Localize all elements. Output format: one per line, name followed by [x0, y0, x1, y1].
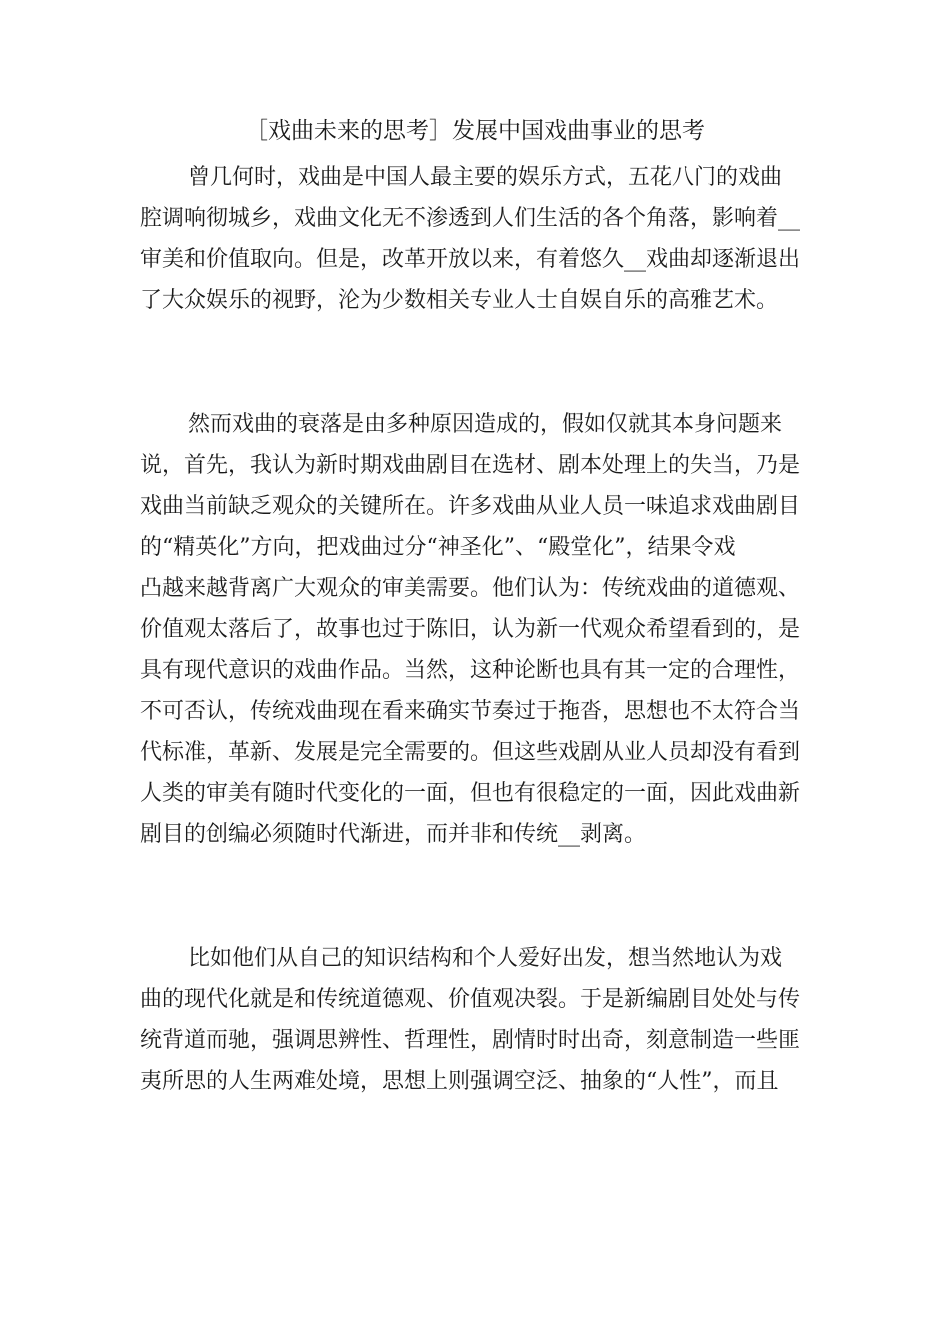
- paragraph-line: 说，首先，我认为新时期戏曲剧目在选材、剧本处理上的失当，乃是: [140, 453, 801, 478]
- paragraph-2: [140, 404, 810, 855]
- paragraph-spacer: [140, 855, 810, 938]
- paragraph-line: 腔调响彻城乡，戏曲文化无不渗透到人们生活的各个角落，影响着__: [140, 206, 801, 231]
- paragraph-spacer: [140, 321, 810, 404]
- paragraph-line: 代标准，革新、发展是完全需要的。但这些戏剧从业人员却没有看到: [140, 740, 801, 765]
- paragraph-line: 价值观太落后了，故事也过于陈旧，认为新一代观众希望看到的，是: [140, 617, 801, 642]
- document-title: ［戏曲未来的思考］发展中国戏曲事业的思考: [245, 118, 705, 144]
- paragraph-line: 剧目的创编必须随时代渐进，而并非和传统__剥离。: [140, 822, 647, 847]
- paragraph-line: 夷所思的人生两难处境，思想上则强调空泛、抽象的“人性”，而且: [140, 1069, 779, 1094]
- paragraph-line: 曾几何时，戏曲是中国人最主要的娱乐方式，五花八门的戏曲: [188, 165, 783, 190]
- paragraph-line: 戏曲当前缺乏观众的关键所在。许多戏曲从业人员一味追求戏曲剧目: [140, 494, 801, 519]
- paragraph-line: 具有现代意识的戏曲作品。当然，这种论断也具有其一定的合理性，: [140, 658, 801, 683]
- paragraph-line: 人类的审美有随时代变化的一面，但也有很稳定的一面，因此戏曲新: [140, 781, 801, 806]
- paragraph-line: 审美和价值取向。但是，改革开放以来，有着悠久__戏曲却逐渐退出: [140, 247, 801, 272]
- paragraph-3: [140, 938, 810, 1102]
- paragraph-line: 的“精英化”方向，把戏曲过分“神圣化”、“殿堂化”，结果令戏: [140, 535, 736, 560]
- paragraph-1: [140, 157, 810, 321]
- document-body: [140, 157, 810, 1102]
- paragraph-line: 不可否认，传统戏曲现在看来确实节奏过于拖沓，思想也不太符合当: [140, 699, 801, 724]
- paragraph-line: 然而戏曲的衰落是由多种原因造成的，假如仅就其本身问题来: [188, 412, 783, 437]
- paragraph-line: 凸越来越背离广大观众的审美需要。他们认为：传统戏曲的道德观、: [140, 576, 801, 601]
- paragraph-line: 统背道而驰，强调思辨性、哲理性，剧情时时出奇，刻意制造一些匪: [140, 1028, 801, 1053]
- paragraph-line: 了大众娱乐的视野，沦为少数相关专业人士自娱自乐的高雅艺术。: [140, 288, 779, 313]
- paragraph-line: 曲的现代化就是和传统道德观、价值观决裂。于是新编剧目处处与传: [140, 987, 801, 1012]
- paragraph-line: 比如他们从自己的知识结构和个人爱好出发，想当然地认为戏: [188, 946, 783, 971]
